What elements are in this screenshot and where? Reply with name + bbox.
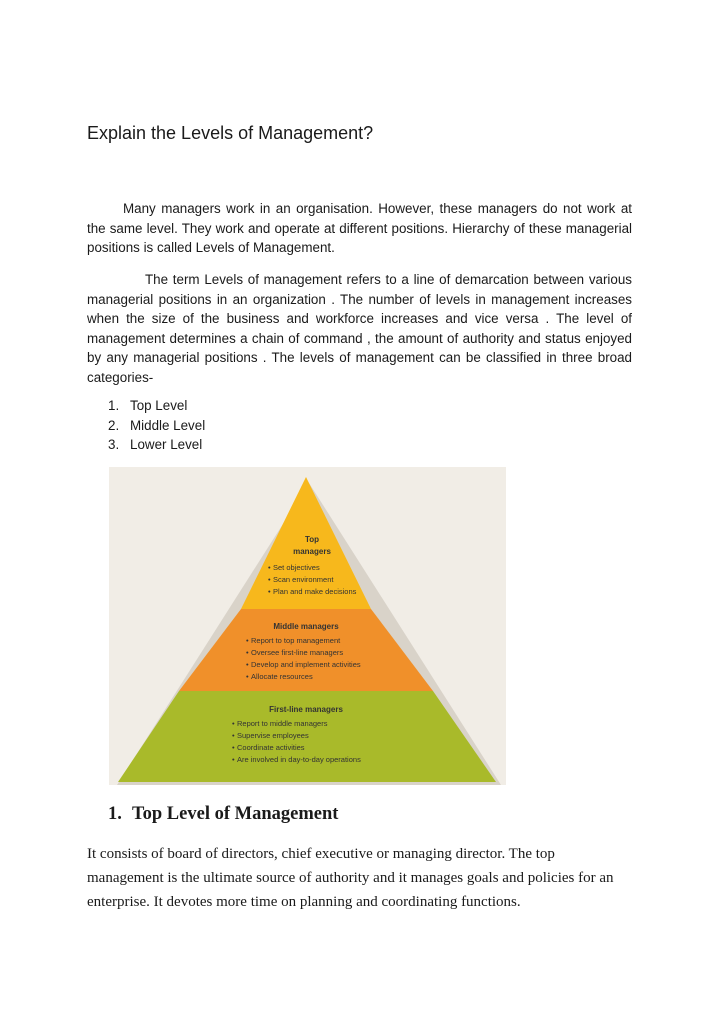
- levels-list: [108, 396, 205, 455]
- top-tier-title: managers: [293, 547, 331, 556]
- list-item-label: Top Level: [130, 398, 188, 413]
- middle-tier-bullet: Allocate resources: [251, 672, 313, 681]
- levels-paragraph: The term Levels of management refers to a line of demarcation between various managerial positions in an organization . The number of levels in management increases when the size of the business and workforce increases and vice versa . The level of management determines a chain of command , the amount of authority and status enjoyed by any managerial positions . The levels of management can be classified in three broad categories-: [87, 272, 632, 385]
- list-item: [108, 416, 205, 436]
- section-heading-text: Top Level of Management: [132, 804, 339, 824]
- top-tier-bullet: Scan environment: [273, 575, 334, 584]
- bullet-marker: •: [246, 636, 249, 645]
- bullet-marker: •: [246, 660, 249, 669]
- middle-tier-bullet: Report to top management: [251, 636, 341, 645]
- bullet-marker: •: [232, 755, 235, 764]
- list-item-label: Middle Level: [130, 417, 206, 433]
- section-number: 1.: [108, 804, 122, 824]
- bullet-marker: •: [232, 731, 235, 740]
- bullet-marker: •: [232, 719, 235, 728]
- middle-tier-title: Middle managers: [273, 622, 339, 631]
- bullet-marker: •: [246, 672, 249, 681]
- top-level-paragraph: It consists of board of directors, chief executive or managing director. The top management is the ultimate source of authority and it manages goals and policies for an enterprise. It devotes more time on planning and coordinating functions.: [87, 846, 614, 910]
- management-pyramid-diagram: [109, 467, 506, 785]
- list-item-label: Lower Level: [130, 437, 203, 452]
- bullet-marker: •: [232, 743, 235, 752]
- list-number: 3.: [108, 437, 120, 452]
- section-heading: [108, 804, 338, 825]
- page-title: Explain the Levels of Management?: [87, 123, 374, 143]
- list-item: [108, 435, 205, 455]
- first-line-tier-bullet: Coordinate activities: [237, 743, 305, 752]
- top-tier-title: Top: [304, 535, 320, 544]
- first-line-tier-bullet: Are involved in day-to-day operations: [237, 755, 361, 764]
- top-tier-bullet: Plan and make decisions: [273, 587, 357, 596]
- bullet-marker: •: [268, 575, 271, 584]
- bullet-marker: •: [246, 648, 249, 657]
- middle-tier-bullet: Develop and implement activities: [251, 660, 361, 669]
- bullet-marker: •: [268, 587, 271, 596]
- middle-tier-bullet: Oversee first-line managers: [251, 648, 344, 657]
- first-line-tier-bullet: Supervise employees: [237, 731, 309, 740]
- list-number: 1.: [108, 398, 120, 413]
- bullet-marker: •: [268, 563, 271, 572]
- top-tier-bullet: Set objectives: [273, 563, 320, 572]
- intro-paragraph: Many managers work in an organisation. However, these managers do not work at the same level. They work and operate at different positions. Hierarchy of these managerial positions is called Levels of Management.: [87, 201, 632, 255]
- list-item: [108, 396, 205, 416]
- first-line-tier-bullet: Report to middle managers: [237, 719, 328, 728]
- list-number: 2.: [108, 417, 120, 433]
- first-line-tier-title: First-line managers: [269, 705, 343, 714]
